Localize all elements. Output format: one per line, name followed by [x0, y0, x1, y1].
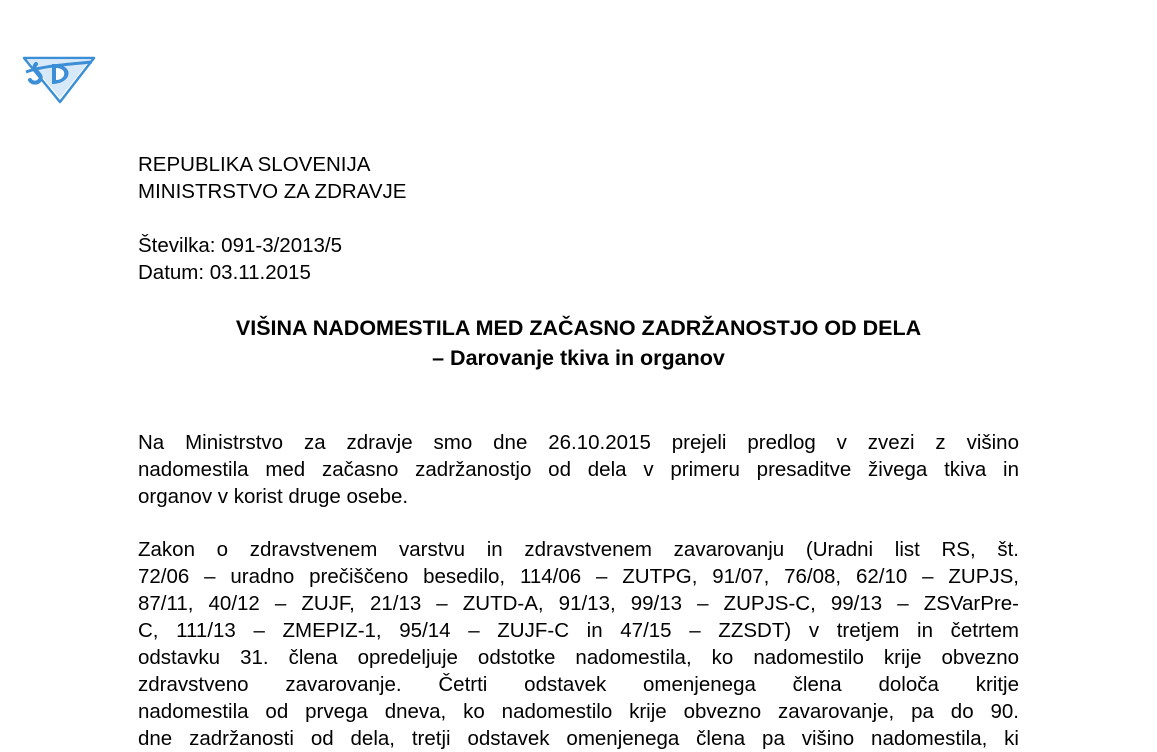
paragraph-line: zdravstveno zavarovanje. Četrti odstavek omenjenega člena določa kritje: [138, 673, 1019, 696]
republic-name: REPUBLIKA SLOVENIJA: [138, 153, 371, 176]
paragraph-line: nadomestila med začasno zadržanostjo od dela v primeru presaditve živega tkiva in: [138, 458, 1019, 481]
sender-block: [138, 151, 406, 205]
title-line-1: VIŠINA NADOMESTILA MED ZAČASNO ZADRŽANOSTJO OD DELA: [235, 316, 922, 340]
title-line-2: – Darovanje tkiva in organov: [432, 346, 725, 370]
document-number: Številka: 091-3/2013/5: [138, 234, 342, 257]
paragraph-line: odstavku 31. člena opredeljuje odstotke nadomestila, ko nadomestilo krije obvezno: [138, 646, 1019, 669]
paragraph-line: 87/11, 40/12 – ZUJF, 21/13 – ZUTD-A, 91/13, 99/13 – ZUPJS-C, 99/13 – ZSVarPre-: [138, 592, 1019, 615]
document-meta: [138, 232, 342, 286]
ministry-shield-logo-icon: [22, 50, 96, 104]
paragraph-line: 72/06 – uradno prečiščeno besedilo, 114/06 – ZUTPG, 91/07, 76/08, 62/10 – ZUPJS,: [138, 565, 1019, 588]
ministry-name: MINISTRSTVO ZA ZDRAVJE: [138, 180, 407, 203]
paragraph-1: [138, 429, 1019, 510]
paragraph-line: organov v korist druge osebe.: [138, 485, 409, 508]
paragraph-line: dne zadržanosti od dela, tretji odstavek omenjenega člena pa višino nadomestila, ki: [138, 727, 1019, 750]
paragraph-2: [138, 536, 1019, 752]
paragraph-line: Zakon o zdravstvenem varstvu in zdravstvenem zavarovanju (Uradni list RS, št.: [138, 538, 1019, 561]
document-date: Datum: 03.11.2015: [138, 261, 311, 284]
paragraph-line: Na Ministrstvo za zdravje smo dne 26.10.2015 prejeli predlog v zvezi z višino: [138, 431, 1019, 454]
paragraph-line: nadomestila od prvega dneva, ko nadomestilo krije obvezno zavarovanje, pa do 90.: [138, 700, 1019, 723]
document-title: [138, 313, 1019, 373]
paragraph-line: C, 111/13 – ZMEPIZ-1, 95/14 – ZUJF-C in 47/15 – ZZSDT) v tretjem in četrtem: [138, 619, 1019, 642]
